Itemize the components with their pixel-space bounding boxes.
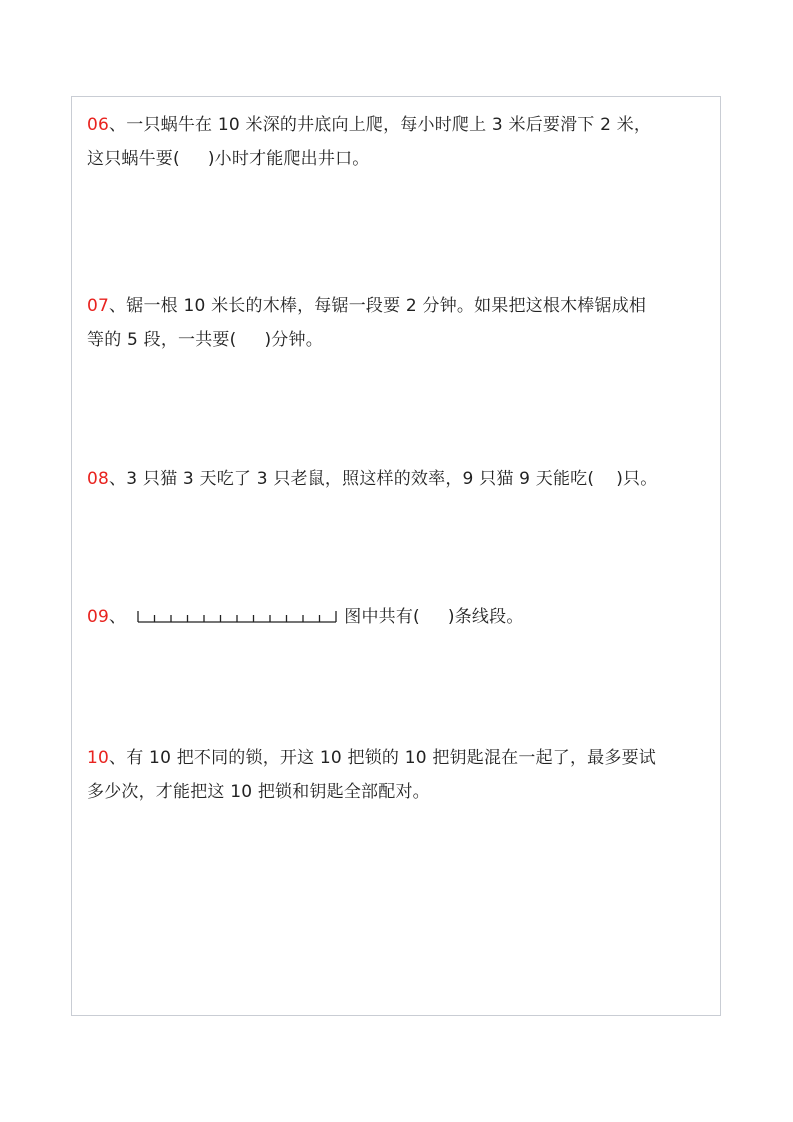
question-08 [87, 462, 722, 496]
question-separator: 、 [109, 748, 127, 768]
question-text: 多少次，才能把这 10 把锁和钥匙全部配对。 [87, 782, 430, 802]
question-text: )只。 [616, 469, 658, 489]
question-09 [87, 600, 722, 634]
question-text: 有 10 把不同的锁，开这 10 把锁的 10 把钥匙混在一起了，最多要试 [126, 748, 656, 768]
question-separator: 、 [109, 296, 127, 316]
segment-figure [136, 610, 340, 624]
question-text: )条线段。 [447, 607, 524, 627]
question-separator: 、 [109, 115, 127, 135]
question-number: 07 [87, 296, 110, 316]
question-text: )分钟。 [264, 330, 323, 350]
question-06-line-1 [87, 108, 722, 142]
question-number: 10 [87, 748, 110, 768]
question-10-line-1 [87, 741, 722, 775]
question-number: 08 [87, 469, 110, 489]
question-text: 3 只猫 3 天吃了 3 只老鼠，照这样的效率，9 只猫 9 天能吃( [126, 469, 595, 489]
question-10-line-2 [87, 775, 722, 809]
question-06 [87, 108, 722, 176]
question-09-line-1 [87, 600, 722, 634]
question-07-line-1 [87, 289, 722, 323]
question-separator: 、 [109, 469, 127, 489]
question-number: 06 [87, 115, 110, 135]
question-text: 一只蜗牛在 10 米深的井底向上爬，每小时爬上 3 米后要滑下 2 米， [126, 115, 652, 135]
question-text: 图中共有( [344, 607, 420, 627]
question-frame [71, 96, 721, 1016]
question-07-line-2 [87, 323, 722, 357]
question-10 [87, 741, 722, 809]
question-text: 等的 5 段，一共要( [87, 330, 237, 350]
question-number: 09 [87, 607, 110, 627]
question-07 [87, 289, 722, 357]
question-08-line-1 [87, 462, 722, 496]
question-06-line-2 [87, 142, 722, 176]
question-text: )小时才能爬出井口。 [207, 149, 370, 169]
question-text: 锯一根 10 米长的木棒，每锯一段要 2 分钟。如果把这根木棒锯成相 [126, 296, 647, 316]
question-separator: 、 [109, 607, 127, 627]
question-text: 这只蜗牛要( [87, 149, 180, 169]
